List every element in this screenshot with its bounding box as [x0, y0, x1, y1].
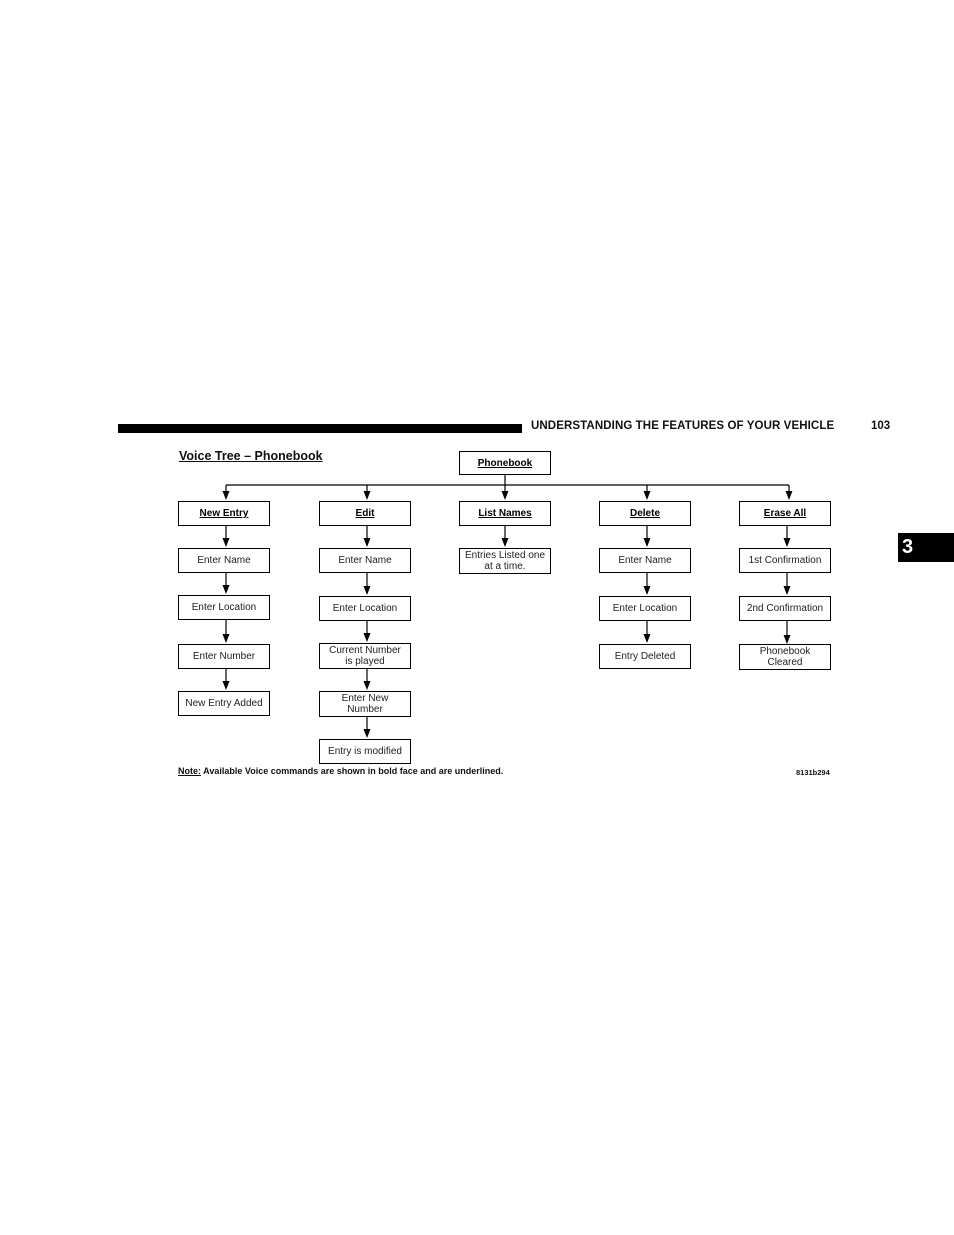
connector-arrow: [364, 526, 371, 547]
header-rule-bar: [118, 424, 522, 433]
step-box-enter-location: Enter Location: [599, 596, 691, 621]
step-box-phonebook-cleared: Phonebook Cleared: [739, 644, 831, 670]
connector-arrow: [223, 573, 230, 594]
figure-id: 8131b294: [796, 768, 830, 777]
note-label: Note:: [178, 766, 201, 776]
connector-arrow: [786, 485, 793, 500]
phonebook-root-box: Phonebook: [459, 451, 551, 475]
step-box-enter-location: Enter Location: [319, 596, 411, 621]
page-number: 103: [871, 420, 891, 432]
step-box-enter-new-number: Enter New Number: [319, 691, 411, 717]
connector-arrow: [223, 620, 230, 643]
step-box-enter-name: Enter Name: [319, 548, 411, 573]
connector-arrow: [364, 621, 371, 642]
connector-arrow: [223, 485, 230, 500]
note-text: Available Voice commands are shown in bold face and are underlined.: [203, 766, 504, 776]
connector-arrow: [502, 526, 509, 547]
connector-arrow: [644, 621, 651, 643]
connector-arrow: [364, 716, 371, 738]
connector-arrow: [784, 526, 791, 547]
command-box-new-entry: New Entry: [178, 501, 270, 526]
connector-arrow: [644, 526, 651, 547]
step-box-enter-number: Enter Number: [178, 644, 270, 669]
step-box-current-number-played: Current Number is played: [319, 643, 411, 669]
chapter-tab: 3: [898, 533, 954, 562]
connector-arrow: [644, 573, 651, 595]
connector-arrow: [223, 669, 230, 690]
step-box-enter-name: Enter Name: [178, 548, 270, 573]
connector-arrow: [784, 621, 791, 644]
connector-arrow: [364, 485, 371, 500]
step-box-enter-name: Enter Name: [599, 548, 691, 573]
section-title: UNDERSTANDING THE FEATURES OF YOUR VEHICLE: [531, 420, 835, 432]
command-box-list-names: List Names: [459, 501, 551, 526]
step-box-entry-modified: Entry is modified: [319, 739, 411, 764]
connector-arrow: [364, 573, 371, 595]
command-box-edit: Edit: [319, 501, 411, 526]
step-box-first-confirmation: 1st Confirmation: [739, 548, 831, 573]
connector-arrow: [502, 485, 509, 500]
connector-arrow: [644, 485, 651, 500]
step-box-second-confirmation: 2nd Confirmation: [739, 596, 831, 621]
command-box-delete: Delete: [599, 501, 691, 526]
connector-arrow: [784, 573, 791, 595]
command-box-erase-all: Erase All: [739, 501, 831, 526]
connector-arrow: [364, 668, 371, 690]
step-box-entry-deleted: Entry Deleted: [599, 644, 691, 669]
diagram-title: Voice Tree – Phonebook: [179, 449, 323, 463]
connector-arrow: [223, 526, 230, 547]
diagram-note: [178, 766, 503, 776]
step-box-enter-location: Enter Location: [178, 595, 270, 620]
step-box-entries-listed: Entries Listed one at a time.: [459, 548, 551, 574]
step-box-new-entry-added: New Entry Added: [178, 691, 270, 716]
